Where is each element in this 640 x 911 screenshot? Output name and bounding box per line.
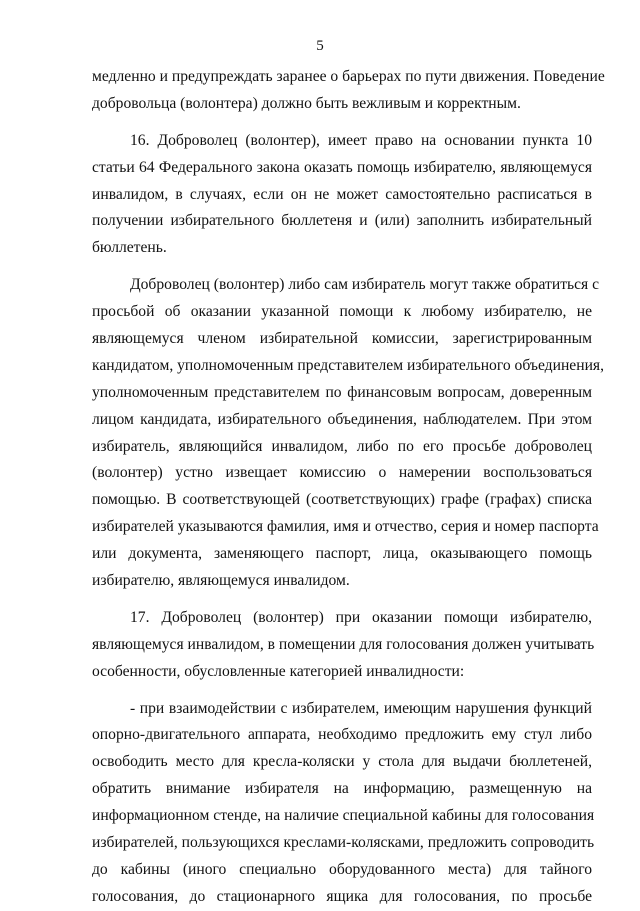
text-line: или документа, заменяющего паспорт, лица, оказывающего помощь [92, 545, 592, 563]
text-line: медленно и предупреждать заранее о барьерах по пути движения. Поведение [92, 68, 605, 85]
text-line: 17. Доброволец (волонтер) при оказании помощи избирателю, [130, 608, 592, 626]
text-line: лицом кандидата, избирательного объединения, наблюдателем. При этом [92, 410, 592, 428]
text-line: избирателю, являющемуся инвалидом. [92, 572, 350, 590]
paragraph-gap [92, 118, 592, 128]
text-line: информационном стенде, на наличие специальной кабины для голосования [92, 807, 595, 825]
paragraph [92, 128, 592, 262]
text-line: избиратель, являющийся инвалидом, либо по его просьбе доброволец [92, 437, 592, 455]
page-number: 5 [316, 38, 324, 54]
text-line: опорно-двигательного аппарата, необходимо предложить ему стул либо [92, 726, 592, 744]
paragraph [92, 272, 604, 595]
text-line: обратить внимание избирателя на информацию, размещенную на [92, 780, 592, 798]
text-line: просьбой об оказании указанной помощи к любому избирателю, не [92, 303, 592, 321]
paragraph-gap [92, 595, 592, 605]
text-line: особенности, обусловленные категорией инвалидности: [92, 662, 465, 680]
text-line: статьи 64 Федерального закона оказать помощь избирателю, являющемуся [92, 158, 592, 176]
paragraph-gap [92, 686, 592, 696]
text-line: освободить место для кресла-коляски у стола для выдачи бюллетеней, [92, 753, 592, 771]
document-body [92, 64, 605, 911]
text-line: получении избирательного бюллетеня и (или) заполнить избирательный [92, 212, 592, 230]
text-line: помощью. В соответствующей (соответствующих) графе (графах) списка [92, 491, 592, 509]
text-line: голосования, до стационарного ящика для голосования, по просьбе [92, 887, 592, 905]
text-line: - при взаимодействии с избирателем, имеющим нарушения функций [130, 699, 592, 717]
text-line: являющемуся инвалидом, в помещении для голосования должен учитывать [92, 635, 595, 653]
paragraph [92, 696, 595, 911]
text-line: кандидатом, уполномоченным представителем избирательного объединения, [92, 356, 604, 374]
text-line: до кабины (иного специально оборудованного места) для тайного [92, 860, 592, 878]
text-line: добровольца (волонтера) должно быть вежливым и корректным. [92, 94, 521, 112]
paragraph-gap [92, 262, 592, 272]
text-line: являющемуся членом избирательной комиссии, зарегистрированным [92, 330, 592, 348]
text-line: уполномоченным представителем по финансовым вопросам, доверенным [92, 383, 592, 401]
paragraph [92, 64, 605, 118]
paragraph [92, 605, 595, 686]
text-line: избирателей, пользующихся креслами-колясками, предложить сопроводить [92, 834, 595, 852]
text-line: 16. Доброволец (волонтер), имеет право на основании пункта 10 [130, 131, 592, 149]
text-line: инвалидом, в случаях, если он не может самостоятельно расписаться в [92, 185, 592, 203]
text-line: избирателей указываются фамилия, имя и отчество, серия и номер паспорта [92, 518, 599, 536]
text-line: Доброволец (волонтер) либо сам избиратель могут также обратиться с [130, 276, 600, 294]
text-line: (волонтер) устно извещает комиссию о намерении воспользоваться [92, 464, 592, 482]
text-line: бюллетень. [92, 239, 167, 257]
